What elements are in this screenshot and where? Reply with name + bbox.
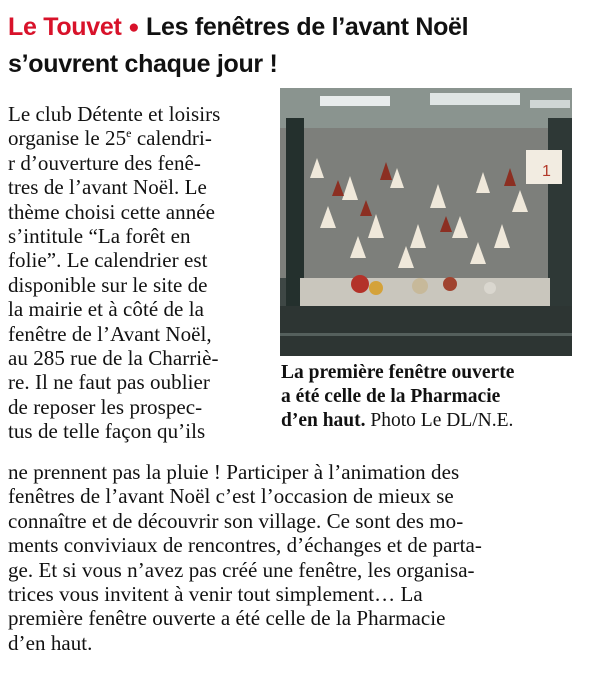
article-line: tus de telle façon qu’ils — [8, 419, 206, 444]
article-line: Le club Détente et loisirs — [8, 102, 221, 126]
article-photo — [280, 88, 572, 356]
article-line: tres de l’avant Noël. Le — [8, 175, 207, 200]
article-line: re. Il ne faut pas oublier — [8, 370, 210, 395]
ordinal-superscript: e — [126, 126, 132, 141]
headline-line-1 — [8, 10, 608, 47]
article-column — [8, 102, 274, 444]
headline — [8, 10, 608, 81]
caption-line — [281, 385, 581, 409]
photo-caption — [281, 361, 581, 433]
article-line: fenêtres de l’avant Noël c’est l’occasion de mieux se — [8, 484, 454, 509]
article-line: la mairie et à côté de la — [8, 297, 204, 322]
article-line: ge. Et si vous n’avez pas créé une fenêtre, les organisa- — [8, 557, 475, 582]
caption-text: d’en haut. — [281, 410, 366, 431]
caption-line — [281, 361, 581, 385]
article-line: au 285 rue de la Charriè- — [8, 346, 219, 371]
shop-window-photo — [280, 88, 572, 356]
headline-line-2: s’ouvrent chaque jour ! — [8, 50, 278, 78]
article-line-part: calendri- — [131, 126, 212, 151]
article-line: fenêtre de l’Avant Noël, — [8, 321, 212, 346]
article-line: ments conviviaux de rencontres, d’échanges et de parta- — [8, 533, 482, 558]
article-line: disponible sur le site de — [8, 272, 208, 297]
article-line: connaître et de découvrir son village. Ce sont des mo- — [8, 508, 464, 533]
article-line: de reposer les prospec- — [8, 394, 203, 419]
article-line: ne prennent pas la pluie ! Participer à l’animation des — [8, 460, 460, 484]
svg-text:1: 1 — [542, 163, 551, 180]
photo-credit: Photo Le DL/N.E. — [365, 410, 514, 431]
article-line: folie”. Le calendrier est — [8, 248, 208, 273]
bullet-dot-icon: ● — [128, 17, 140, 38]
article-continuation — [8, 460, 608, 655]
article-line: première fenêtre ouverte a été celle de la Pharmacie — [8, 606, 446, 631]
article-line: thème choisi cette année — [8, 199, 216, 224]
article-line-part: organise le 25 — [8, 126, 127, 151]
article-line — [8, 126, 274, 150]
headline-kicker: Le Touvet — [8, 13, 122, 41]
caption-text: La première fenêtre ouverte — [281, 362, 515, 383]
article-line: d’en haut. — [8, 630, 93, 655]
caption-line — [281, 409, 581, 433]
headline-title-part-1: Les fenêtres de l’avant Noël — [146, 13, 469, 41]
caption-text: a été celle de la Pharmacie — [281, 386, 501, 407]
article-line: r d’ouverture des fenê- — [8, 150, 201, 175]
article-line: trices vous invitent à venir tout simplement… La — [8, 582, 423, 607]
article-line: s’intitule “La forêt en — [8, 224, 191, 249]
